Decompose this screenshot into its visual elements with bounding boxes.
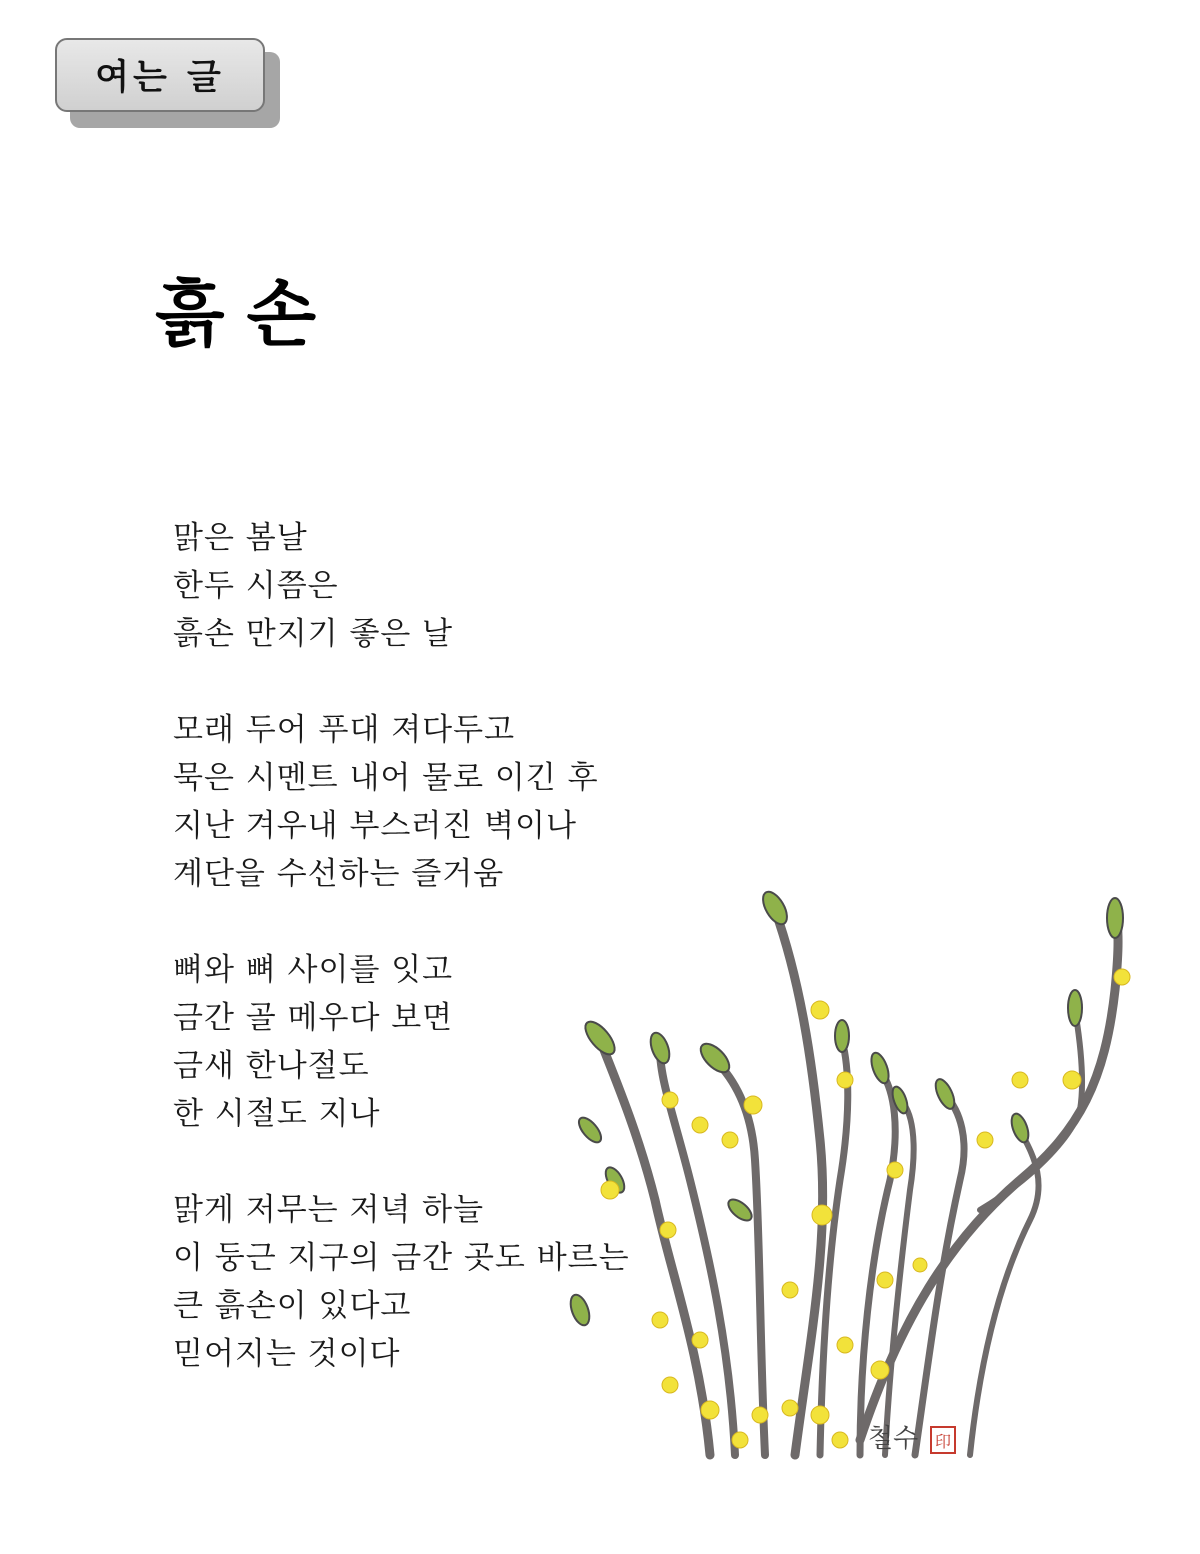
poem-line: 믿어지는 것이다 <box>173 1336 401 1372</box>
flower <box>744 1096 762 1114</box>
bud <box>567 1292 593 1328</box>
poem-line: 계단을 수선하는 즐거움 <box>173 856 505 892</box>
poem-line: 뼈와 뼈 사이를 잇고 <box>173 952 454 988</box>
flower <box>811 1001 829 1019</box>
poem-line: 지난 겨우내 부스러진 벽이나 <box>173 808 577 844</box>
bud <box>725 1196 755 1225</box>
flower <box>1012 1072 1028 1088</box>
poem-title: 흙손 <box>155 271 339 356</box>
flower <box>832 1432 848 1448</box>
poem-line: 큰 흙손이 있다고 <box>173 1288 412 1324</box>
flower <box>660 1222 676 1238</box>
flower <box>692 1117 708 1133</box>
flower <box>871 1361 889 1379</box>
flower <box>782 1400 798 1416</box>
poem-line: 맑게 저무는 저녁 하늘 <box>173 1192 485 1228</box>
stems <box>600 910 1118 1455</box>
poem-line: 한두 시쯤은 <box>173 568 339 604</box>
flower <box>662 1092 678 1108</box>
stem <box>715 1060 765 1455</box>
poem-line: 한 시절도 지나 <box>173 1096 381 1132</box>
flower <box>811 1406 829 1424</box>
flower <box>837 1072 853 1088</box>
stem <box>600 1040 710 1455</box>
bud <box>696 1039 734 1077</box>
flower <box>652 1312 668 1328</box>
poem-line: 맑은 봄날 <box>173 520 308 556</box>
flower <box>722 1132 738 1148</box>
flower <box>752 1407 768 1423</box>
bud <box>932 1077 958 1112</box>
bud <box>647 1030 673 1066</box>
flower <box>701 1401 719 1419</box>
bud <box>1068 990 1082 1026</box>
stanza-2 <box>173 706 630 898</box>
bud <box>1008 1112 1031 1145</box>
flower <box>601 1181 619 1199</box>
stem <box>775 910 823 1455</box>
flower <box>732 1432 748 1448</box>
artist-signature: 철수 <box>868 1424 919 1454</box>
section-tab-label: 여는 글 <box>95 58 225 98</box>
flower <box>782 1282 798 1298</box>
poem-line: 이 둥근 지구의 금간 곳도 바르는 <box>173 1240 630 1276</box>
bud <box>868 1051 892 1086</box>
poem-line: 금새 한나절도 <box>173 1048 370 1084</box>
stanza-1 <box>173 514 630 658</box>
flower <box>1114 969 1130 985</box>
bud <box>1107 898 1123 938</box>
flower <box>662 1377 678 1393</box>
flower <box>1063 1071 1081 1089</box>
poem-line: 금간 골 메우다 보면 <box>173 1000 454 1036</box>
bud <box>758 888 792 928</box>
flower <box>913 1258 927 1272</box>
flower <box>877 1272 893 1288</box>
stem <box>980 1010 1082 1210</box>
bud <box>835 1020 849 1052</box>
flower <box>692 1332 708 1348</box>
artist-seal: 印 <box>930 1426 956 1454</box>
poem-line: 묵은 시멘트 내어 물로 이긴 후 <box>173 760 599 796</box>
flower <box>837 1337 853 1353</box>
flower <box>887 1162 903 1178</box>
poem-line: 모래 두어 푸대 져다두고 <box>173 712 516 748</box>
bud <box>575 1114 605 1146</box>
poem-line: 흙손 만지기 좋은 날 <box>173 616 454 652</box>
bud <box>580 1017 620 1059</box>
section-tab <box>55 38 265 112</box>
flower <box>812 1205 832 1225</box>
flower <box>977 1132 993 1148</box>
forsythia-illustration <box>560 880 1160 1480</box>
